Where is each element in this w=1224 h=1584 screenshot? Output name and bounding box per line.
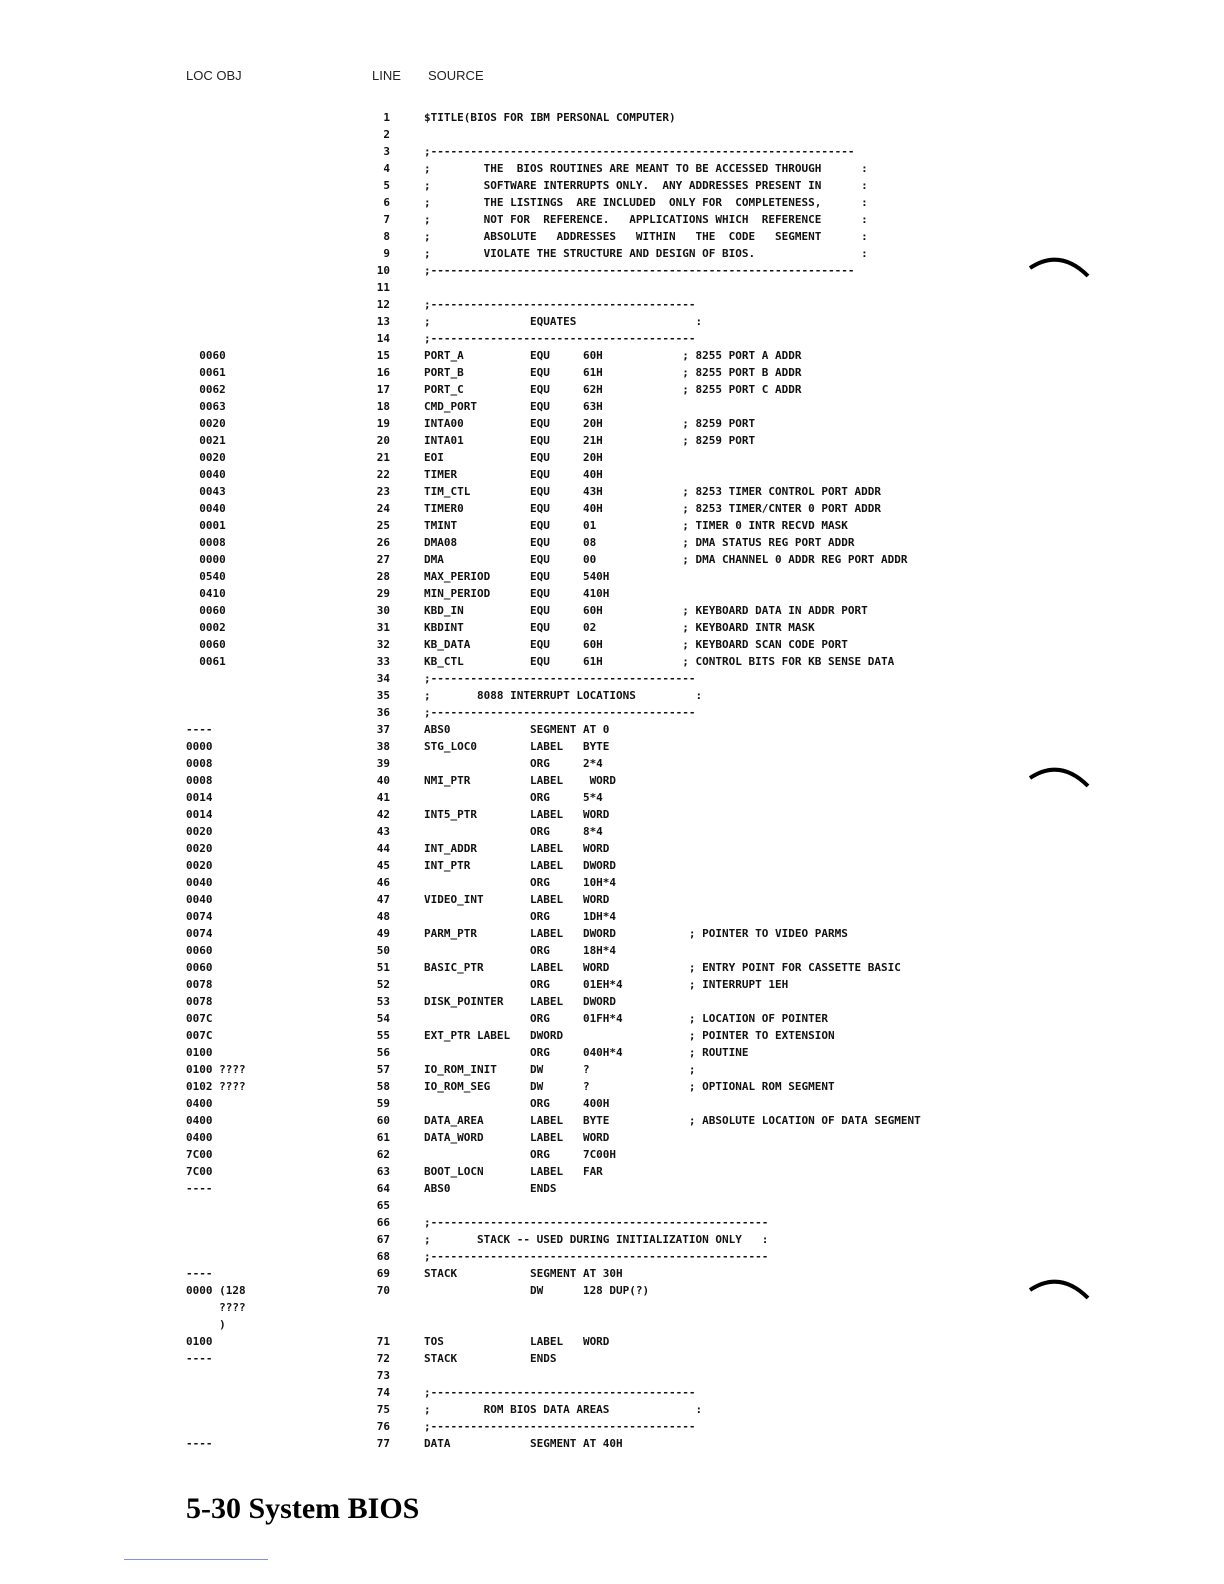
listing-row — [0, 296, 1000, 313]
source-cell: ; NOT FOR REFERENCE. APPLICATIONS WHICH REFERENCE : — [424, 213, 868, 226]
page-curl-mark — [1026, 762, 1092, 796]
listing-row — [0, 1350, 1000, 1367]
listing-row — [0, 381, 1000, 398]
line-number-cell: 2 — [383, 128, 390, 141]
source-cell: DATA_WORD LABEL WORD — [424, 1131, 610, 1144]
listing-row — [0, 245, 1000, 262]
loc-obj-cell: 0074 — [186, 927, 213, 940]
source-cell: DATA SEGMENT AT 40H — [424, 1437, 623, 1450]
page-curl-mark — [1026, 1274, 1092, 1308]
line-number-cell: 64 — [376, 1182, 390, 1195]
loc-obj-cell: 0062 — [186, 383, 226, 396]
listing-row — [0, 772, 1000, 789]
source-cell: NMI_PTR LABEL WORD — [424, 774, 617, 787]
line-number-cell: 39 — [376, 757, 390, 770]
line-number-cell: 75 — [376, 1403, 390, 1416]
source-cell: PORT_C EQU 62H ; 8255 PORT C ADDR — [424, 383, 802, 396]
source-cell: $TITLE(BIOS FOR IBM PERSONAL COMPUTER) — [424, 111, 676, 124]
loc-obj-cell: 0060 — [186, 638, 226, 651]
column-header-line: LINE — [372, 68, 401, 83]
loc-obj-cell: 0008 — [186, 757, 213, 770]
source-cell: DMA EQU 00 ; DMA CHANNEL 0 ADDR REG PORT ADDR — [424, 553, 908, 566]
listing-row — [0, 1129, 1000, 1146]
source-cell: IO_ROM_SEG DW ? ; OPTIONAL ROM SEGMENT — [424, 1080, 835, 1093]
line-number-cell: 63 — [376, 1165, 390, 1178]
source-cell: ORG 400H — [424, 1097, 610, 1110]
line-number-cell: 52 — [376, 978, 390, 991]
line-number-cell: 7 — [383, 213, 390, 226]
line-number-cell: 69 — [376, 1267, 390, 1280]
source-cell: ;---------------------------------------------------------------- — [424, 264, 855, 277]
source-cell: ;---------------------------------------- — [424, 706, 696, 719]
line-number-cell: 72 — [376, 1352, 390, 1365]
line-number-cell: 16 — [376, 366, 390, 379]
loc-obj-cell: ---- — [186, 1182, 213, 1195]
listing-row — [0, 993, 1000, 1010]
listing-row — [0, 398, 1000, 415]
line-number-cell: 57 — [376, 1063, 390, 1076]
line-number-cell: 29 — [376, 587, 390, 600]
listing-row — [0, 602, 1000, 619]
line-number-cell: 71 — [376, 1335, 390, 1348]
source-cell: ;---------------------------------------- — [424, 672, 696, 685]
line-number-cell: 8 — [383, 230, 390, 243]
line-number-cell: 51 — [376, 961, 390, 974]
line-number-cell: 24 — [376, 502, 390, 515]
line-number-cell: 12 — [376, 298, 390, 311]
loc-obj-cell: 0020 — [186, 451, 226, 464]
loc-obj-cell: 0060 — [186, 604, 226, 617]
line-number-cell: 47 — [376, 893, 390, 906]
loc-obj-cell: 0021 — [186, 434, 226, 447]
source-cell: TIMER EQU 40H — [424, 468, 603, 481]
listing-row — [0, 330, 1000, 347]
line-number-cell: 62 — [376, 1148, 390, 1161]
listing-row — [0, 449, 1000, 466]
listing-row — [0, 1435, 1000, 1452]
line-number-cell: 25 — [376, 519, 390, 532]
listing-row — [0, 1112, 1000, 1129]
loc-obj-cell: 0060 — [186, 349, 226, 362]
listing-row — [0, 670, 1000, 687]
column-header-source: SOURCE — [428, 68, 484, 83]
source-cell: INT_PTR LABEL DWORD — [424, 859, 617, 872]
line-number-cell: 26 — [376, 536, 390, 549]
listing-row — [0, 721, 1000, 738]
source-cell: ; EQUATES : — [424, 315, 703, 328]
line-number-cell: 32 — [376, 638, 390, 651]
source-cell: KB_CTL EQU 61H ; CONTROL BITS FOR KB SENSE DATA — [424, 655, 895, 668]
listing-row — [0, 347, 1000, 364]
listing-row — [0, 789, 1000, 806]
line-number-cell: 59 — [376, 1097, 390, 1110]
line-number-cell: 77 — [376, 1437, 390, 1450]
listing-row — [0, 126, 1000, 143]
line-number-cell: 22 — [376, 468, 390, 481]
source-cell: ; ABSOLUTE ADDRESSES WITHIN THE CODE SEGMENT : — [424, 230, 868, 243]
line-number-cell: 30 — [376, 604, 390, 617]
source-cell: STG_LOC0 LABEL BYTE — [424, 740, 610, 753]
loc-obj-cell: 0008 — [186, 774, 213, 787]
listing-row — [0, 109, 1000, 126]
source-cell: ;---------------------------------------- — [424, 332, 696, 345]
source-cell: IO_ROM_INIT DW ? ; — [424, 1063, 696, 1076]
line-number-cell: 65 — [376, 1199, 390, 1212]
loc-obj-cell: ) — [186, 1318, 226, 1331]
source-cell: TIMER0 EQU 40H ; 8253 TIMER/CNTER 0 PORT ADDR — [424, 502, 881, 515]
listing-row — [0, 636, 1000, 653]
listing-row — [0, 823, 1000, 840]
source-cell: DW 128 DUP(?) — [424, 1284, 650, 1297]
loc-obj-cell: 0001 — [186, 519, 226, 532]
listing-row — [0, 1265, 1000, 1282]
line-number-cell: 74 — [376, 1386, 390, 1399]
line-number-cell: 6 — [383, 196, 390, 209]
listing-row — [0, 262, 1000, 279]
listing-row — [0, 313, 1000, 330]
source-cell: ABS0 ENDS — [424, 1182, 557, 1195]
listing-row — [0, 279, 1000, 296]
source-cell: EXT_PTR LABEL DWORD ; POINTER TO EXTENSION — [424, 1029, 835, 1042]
loc-obj-cell: 7C00 — [186, 1165, 213, 1178]
loc-obj-cell: 0100 — [186, 1335, 213, 1348]
listing-row — [0, 840, 1000, 857]
listing-row — [0, 160, 1000, 177]
line-number-cell: 44 — [376, 842, 390, 855]
loc-obj-cell: 0400 — [186, 1114, 213, 1127]
source-cell: STACK ENDS — [424, 1352, 557, 1365]
listing-row — [0, 364, 1000, 381]
loc-obj-cell: 0000 (128 — [186, 1284, 246, 1297]
source-cell: ORG 8*4 — [424, 825, 603, 838]
line-number-cell: 21 — [376, 451, 390, 464]
listing-row — [0, 1299, 1000, 1316]
listing-row — [0, 466, 1000, 483]
listing-row — [0, 1180, 1000, 1197]
line-number-cell: 13 — [376, 315, 390, 328]
loc-obj-cell: 0061 — [186, 655, 226, 668]
line-number-cell: 66 — [376, 1216, 390, 1229]
line-number-cell: 9 — [383, 247, 390, 260]
listing-row — [0, 755, 1000, 772]
loc-obj-cell: 0078 — [186, 995, 213, 1008]
loc-obj-cell: 0000 — [186, 553, 226, 566]
source-cell: ;---------------------------------------- — [424, 1386, 696, 1399]
source-cell: ABS0 SEGMENT AT 0 — [424, 723, 610, 736]
loc-obj-cell: ???? — [186, 1301, 246, 1314]
listing-row — [0, 908, 1000, 925]
loc-obj-cell: ---- — [186, 1352, 213, 1365]
loc-obj-cell: 0100 — [186, 1046, 213, 1059]
line-number-cell: 61 — [376, 1131, 390, 1144]
source-cell: BASIC_PTR LABEL WORD ; ENTRY POINT FOR CASSETTE BASIC — [424, 961, 901, 974]
listing-row — [0, 1044, 1000, 1061]
source-cell: KBDINT EQU 02 ; KEYBOARD INTR MASK — [424, 621, 815, 634]
listing-row — [0, 1231, 1000, 1248]
source-cell: CMD_PORT EQU 63H — [424, 400, 603, 413]
line-number-cell: 67 — [376, 1233, 390, 1246]
source-cell: ; THE LISTINGS ARE INCLUDED ONLY FOR COMPLETENESS, : — [424, 196, 868, 209]
source-cell: ; STACK -- USED DURING INITIALIZATION ONLY : — [424, 1233, 769, 1246]
loc-obj-cell: 0100 ???? — [186, 1063, 246, 1076]
loc-obj-cell: 0014 — [186, 808, 213, 821]
column-header-loc-obj: LOC OBJ — [186, 68, 242, 83]
line-number-cell: 60 — [376, 1114, 390, 1127]
source-cell: ORG 10H*4 — [424, 876, 617, 889]
loc-obj-cell: 0040 — [186, 893, 213, 906]
loc-obj-cell: 0061 — [186, 366, 226, 379]
line-number-cell: 23 — [376, 485, 390, 498]
source-cell: VIDEO_INT LABEL WORD — [424, 893, 610, 906]
listing-row — [0, 1401, 1000, 1418]
line-number-cell: 49 — [376, 927, 390, 940]
loc-obj-cell: 0040 — [186, 876, 213, 889]
source-cell: TOS LABEL WORD — [424, 1335, 610, 1348]
source-cell: MIN_PERIOD EQU 410H — [424, 587, 610, 600]
loc-obj-cell: 0060 — [186, 961, 213, 974]
line-number-cell: 68 — [376, 1250, 390, 1263]
loc-obj-cell: ---- — [186, 1267, 213, 1280]
listing-row — [0, 653, 1000, 670]
listing-row — [0, 1367, 1000, 1384]
line-number-cell: 11 — [376, 281, 390, 294]
listing-row — [0, 925, 1000, 942]
line-number-cell: 56 — [376, 1046, 390, 1059]
page-curl-mark — [1026, 252, 1092, 286]
line-number-cell: 3 — [383, 145, 390, 158]
loc-obj-cell: 0078 — [186, 978, 213, 991]
loc-obj-cell: 0008 — [186, 536, 226, 549]
source-cell: EOI EQU 20H — [424, 451, 603, 464]
loc-obj-cell: 0400 — [186, 1131, 213, 1144]
line-number-cell: 31 — [376, 621, 390, 634]
loc-obj-cell: 0014 — [186, 791, 213, 804]
loc-obj-cell: 0040 — [186, 468, 226, 481]
line-number-cell: 41 — [376, 791, 390, 804]
loc-obj-cell: 0074 — [186, 910, 213, 923]
listing-row — [0, 1095, 1000, 1112]
source-cell: ; THE BIOS ROUTINES ARE MEANT TO BE ACCESSED THROUGH : — [424, 162, 868, 175]
source-cell: PORT_B EQU 61H ; 8255 PORT B ADDR — [424, 366, 802, 379]
listing-row — [0, 874, 1000, 891]
listing-row — [0, 1384, 1000, 1401]
line-number-cell: 36 — [376, 706, 390, 719]
listing-row — [0, 228, 1000, 245]
loc-obj-cell: 007C — [186, 1029, 213, 1042]
source-cell: ORG 18H*4 — [424, 944, 617, 957]
loc-obj-cell: 0102 ???? — [186, 1080, 246, 1093]
source-cell: ; VIOLATE THE STRUCTURE AND DESIGN OF BIOS. : — [424, 247, 868, 260]
source-cell: ORG 1DH*4 — [424, 910, 617, 923]
source-cell: INT5_PTR LABEL WORD — [424, 808, 610, 821]
source-cell: INTA01 EQU 21H ; 8259 PORT — [424, 434, 756, 447]
loc-obj-cell: 0400 — [186, 1097, 213, 1110]
source-cell: ORG 040H*4 ; ROUTINE — [424, 1046, 749, 1059]
source-cell: ;---------------------------------------- — [424, 298, 696, 311]
line-number-cell: 54 — [376, 1012, 390, 1025]
listing-row — [0, 857, 1000, 874]
listing-row — [0, 704, 1000, 721]
source-cell: ;---------------------------------------------------------------- — [424, 145, 855, 158]
loc-obj-cell: 0540 — [186, 570, 226, 583]
line-number-cell: 5 — [383, 179, 390, 192]
line-number-cell: 17 — [376, 383, 390, 396]
page-footer-title: 5-30 System BIOS — [186, 1492, 420, 1525]
source-cell: ;--------------------------------------------------- — [424, 1250, 769, 1263]
assembly-listing — [0, 109, 1000, 1452]
listing-row — [0, 738, 1000, 755]
listing-row — [0, 806, 1000, 823]
listing-row — [0, 177, 1000, 194]
line-number-cell: 15 — [376, 349, 390, 362]
line-number-cell: 20 — [376, 434, 390, 447]
listing-row — [0, 1078, 1000, 1095]
source-cell: ; 8088 INTERRUPT LOCATIONS : — [424, 689, 703, 702]
line-number-cell: 58 — [376, 1080, 390, 1093]
source-cell: DMA08 EQU 08 ; DMA STATUS REG PORT ADDR — [424, 536, 855, 549]
line-number-cell: 35 — [376, 689, 390, 702]
listing-row — [0, 1027, 1000, 1044]
line-number-cell: 70 — [376, 1284, 390, 1297]
listing-row — [0, 1146, 1000, 1163]
loc-obj-cell: 0043 — [186, 485, 226, 498]
listing-row — [0, 585, 1000, 602]
line-number-cell: 18 — [376, 400, 390, 413]
source-cell: ORG 5*4 — [424, 791, 603, 804]
line-number-cell: 53 — [376, 995, 390, 1008]
listing-row — [0, 517, 1000, 534]
listing-row — [0, 1010, 1000, 1027]
listing-row — [0, 1316, 1000, 1333]
listing-row — [0, 959, 1000, 976]
loc-obj-cell: ---- — [186, 723, 213, 736]
source-cell: KB_DATA EQU 60H ; KEYBOARD SCAN CODE PORT — [424, 638, 848, 651]
listing-row — [0, 1282, 1000, 1299]
source-cell: INT_ADDR LABEL WORD — [424, 842, 610, 855]
line-number-cell: 4 — [383, 162, 390, 175]
listing-row — [0, 415, 1000, 432]
line-number-cell: 40 — [376, 774, 390, 787]
line-number-cell: 50 — [376, 944, 390, 957]
line-number-cell: 33 — [376, 655, 390, 668]
line-number-cell: 43 — [376, 825, 390, 838]
loc-obj-cell: 0410 — [186, 587, 226, 600]
source-cell: ;--------------------------------------------------- — [424, 1216, 769, 1229]
source-cell: PARM_PTR LABEL DWORD ; POINTER TO VIDEO PARMS — [424, 927, 848, 940]
listing-row — [0, 500, 1000, 517]
loc-obj-cell: 0020 — [186, 859, 213, 872]
listing-row — [0, 432, 1000, 449]
source-cell: ; SOFTWARE INTERRUPTS ONLY. ANY ADDRESSES PRESENT IN : — [424, 179, 868, 192]
loc-obj-cell: 0060 — [186, 944, 213, 957]
line-number-cell: 10 — [376, 264, 390, 277]
line-number-cell: 1 — [383, 111, 390, 124]
listing-row — [0, 143, 1000, 160]
listing-row — [0, 1418, 1000, 1435]
listing-row — [0, 1333, 1000, 1350]
source-cell: DATA_AREA LABEL BYTE ; ABSOLUTE LOCATION OF DATA SEGMENT — [424, 1114, 921, 1127]
loc-obj-cell: 007C — [186, 1012, 213, 1025]
source-cell: KBD_IN EQU 60H ; KEYBOARD DATA IN ADDR PORT — [424, 604, 868, 617]
source-cell: ORG 7C00H — [424, 1148, 617, 1161]
listing-row — [0, 211, 1000, 228]
source-cell: ORG 2*4 — [424, 757, 603, 770]
footer-rule — [124, 1559, 268, 1560]
source-cell: MAX_PERIOD EQU 540H — [424, 570, 610, 583]
loc-obj-cell: 0020 — [186, 417, 226, 430]
source-cell: TMINT EQU 01 ; TIMER 0 INTR RECVD MASK — [424, 519, 848, 532]
listing-row — [0, 1197, 1000, 1214]
line-number-cell: 19 — [376, 417, 390, 430]
line-number-cell: 55 — [376, 1029, 390, 1042]
listing-row — [0, 687, 1000, 704]
line-number-cell: 76 — [376, 1420, 390, 1433]
listing-row — [0, 942, 1000, 959]
loc-obj-cell: 7C00 — [186, 1148, 213, 1161]
source-cell: ORG 01FH*4 ; LOCATION OF POINTER — [424, 1012, 828, 1025]
listing-row — [0, 483, 1000, 500]
source-cell: PORT_A EQU 60H ; 8255 PORT A ADDR — [424, 349, 802, 362]
loc-obj-cell: 0020 — [186, 825, 213, 838]
source-cell: STACK SEGMENT AT 30H — [424, 1267, 623, 1280]
listing-row — [0, 976, 1000, 993]
source-cell: ORG 01EH*4 ; INTERRUPT 1EH — [424, 978, 789, 991]
line-number-cell: 34 — [376, 672, 390, 685]
source-cell: ;---------------------------------------- — [424, 1420, 696, 1433]
source-cell: ; ROM BIOS DATA AREAS : — [424, 1403, 703, 1416]
line-number-cell: 42 — [376, 808, 390, 821]
loc-obj-cell: 0063 — [186, 400, 226, 413]
listing-row — [0, 1163, 1000, 1180]
listing-row — [0, 534, 1000, 551]
source-cell: DISK_POINTER LABEL DWORD — [424, 995, 617, 1008]
line-number-cell: 45 — [376, 859, 390, 872]
source-cell: BOOT_LOCN LABEL FAR — [424, 1165, 603, 1178]
listing-row — [0, 1214, 1000, 1231]
line-number-cell: 38 — [376, 740, 390, 753]
loc-obj-cell: 0040 — [186, 502, 226, 515]
listing-row — [0, 1248, 1000, 1265]
line-number-cell: 73 — [376, 1369, 390, 1382]
line-number-cell: 28 — [376, 570, 390, 583]
line-number-cell: 27 — [376, 553, 390, 566]
source-cell: TIM_CTL EQU 43H ; 8253 TIMER CONTROL PORT ADDR — [424, 485, 881, 498]
line-number-cell: 48 — [376, 910, 390, 923]
loc-obj-cell: 0000 — [186, 740, 213, 753]
source-cell: INTA00 EQU 20H ; 8259 PORT — [424, 417, 756, 430]
listing-row — [0, 568, 1000, 585]
line-number-cell: 14 — [376, 332, 390, 345]
loc-obj-cell: 0020 — [186, 842, 213, 855]
line-number-cell: 46 — [376, 876, 390, 889]
listing-row — [0, 194, 1000, 211]
listing-row — [0, 1061, 1000, 1078]
line-number-cell: 37 — [376, 723, 390, 736]
loc-obj-cell: 0002 — [186, 621, 226, 634]
listing-row — [0, 619, 1000, 636]
listing-row — [0, 551, 1000, 568]
loc-obj-cell: ---- — [186, 1437, 213, 1450]
listing-row — [0, 891, 1000, 908]
